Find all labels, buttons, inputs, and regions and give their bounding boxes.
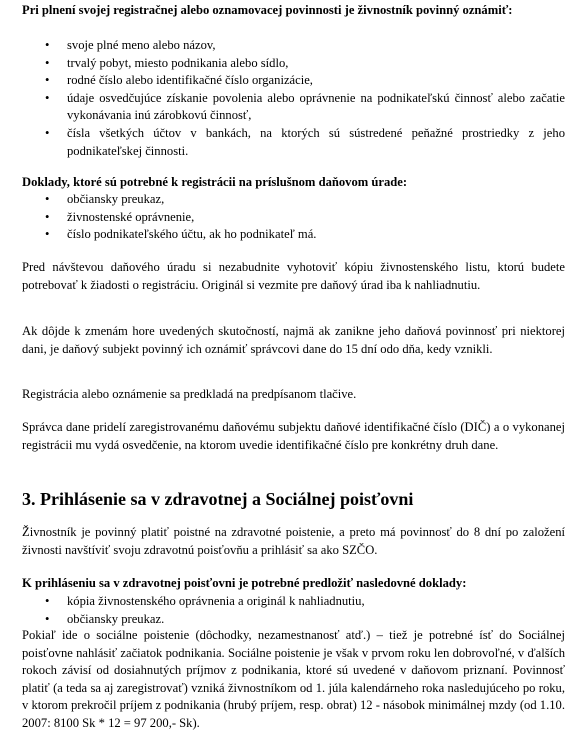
health-insurance-documents-list [22, 593, 565, 628]
tax-office-documents-heading: Doklady, ktoré sú potrebné k registrácii na príslušnom daňovom úrade: [22, 175, 408, 189]
bullet-icon: • [45, 125, 50, 140]
paragraph-tax-id: Správca dane pridelí zaregistrovanému daňovému subjektu daňové identifikačné číslo (DIČ) a o vykonanej registrácii mu vydá osvedčenie, na ktorom uvedie identifikačné číslo pre konkrétny druh dane. [22, 420, 565, 452]
list-item: • rodné číslo alebo identifikačné číslo organizácie, [22, 72, 565, 90]
registration-duty-heading: Pri plnení svojej registračnej alebo oznamovacej povinnosti je živnostník povinný oznámiť: [22, 3, 513, 17]
bullet-icon: • [45, 90, 50, 105]
bullet-icon: • [45, 73, 50, 88]
list-item: • čísla všetkých účtov v bankách, na ktorých sú sústredené peňažné prostriedky z jeho podnikateľskej činnosti. [45, 125, 565, 158]
list-item: • údaje osvedčujúce získanie povolenia alebo oprávnenie na podnikateľskú činnosť alebo začatie vykonávania inú zárobkovú činnosť, [45, 90, 565, 123]
health-insurance-documents-heading: K prihláseniu sa v zdravotnej poisťovni je potrebné predložiť nasledovné doklady: [22, 576, 467, 590]
paragraph-health-insurance: Živnostník je povinný platiť poistné na zdravotné poistenie, a preto má povinnosť do 8 dní po založení živnosti navštíviť svoju zdravotnú poisťovňu a prihlásiť sa ako SZČO. [22, 525, 565, 557]
list-item: • živnostenské oprávnenie, [22, 209, 565, 227]
paragraph-social-insurance: Pokiaľ ide o sociálne poistenie (dôchodky, nezamestnanosť atď.) – tiež je potrebné ísť do Sociálnej poisťovne nahlásiť začiatok podnikania. Sociálne poistenie je však v prvom roku len dobrovoľné, v ďalších rokoch závisí od dosiahnutých príjmov z podnikania, ktoré sú uvedené v daňovom priznaní. Povinnosť platiť (a teda sa aj zaregistrovať) vzniká živnostníkom od 1. júla kalendárneho roka nasledujúceho po roku, v ktorom prekročil príjem z podnikania (hrubý príjem, resp. obrat) 12 - násobok minimálnej mzdy (od 1.10. 2007: 8100 Sk * 12 = 97 200,- Sk). [22, 628, 565, 730]
bullet-icon: • [45, 209, 50, 224]
list-item: • kópia živnostenského oprávnenia a originál k nahliadnutiu, [22, 593, 565, 611]
bullet-icon: • [45, 192, 50, 206]
paragraph-registration-form: Registrácia alebo oznámenie sa predkladá na predpísanom tlačive. [22, 387, 357, 401]
list-item: • trvalý pobyt, miesto podnikania alebo sídlo, [22, 55, 565, 73]
bullet-icon: • [45, 594, 50, 608]
paragraph-changes: Ak dôjde k zmenám hore uvedených skutočností, najmä ak zanikne jeho daňová povinnosť pri niektorej dani, je daňový subjekt povinný ich oznámiť správcovi dane do 15 dní odo dňa, kedy vznikli. [22, 324, 565, 356]
bullet-icon: • [45, 38, 50, 52]
tax-office-documents-list [22, 191, 565, 244]
list-item: • číslo podnikateľského účtu, ak ho podnikateľ má. [22, 226, 565, 244]
registration-duty-list [22, 37, 565, 160]
bullet-icon: • [45, 227, 50, 242]
bullet-icon: • [45, 611, 50, 626]
list-item: • občiansky preukaz, [22, 191, 565, 209]
bullet-icon: • [45, 55, 50, 70]
list-item: • občiansky preukaz. [22, 611, 565, 629]
section-heading: 3. Prihlásenie sa v zdravotnej a Sociálnej poisťovni [22, 489, 414, 509]
paragraph-tax-office-visit: Pred návštevou daňového úradu si nezabudnite vyhotoviť kópiu živnostenského listu, ktorú budete potrebovať k žiadosti o registráciu. Originál si vezmite pre daňový úrad iba k nahliadnutiu. [22, 260, 565, 292]
list-item: • svoje plné meno alebo názov, [22, 37, 565, 55]
